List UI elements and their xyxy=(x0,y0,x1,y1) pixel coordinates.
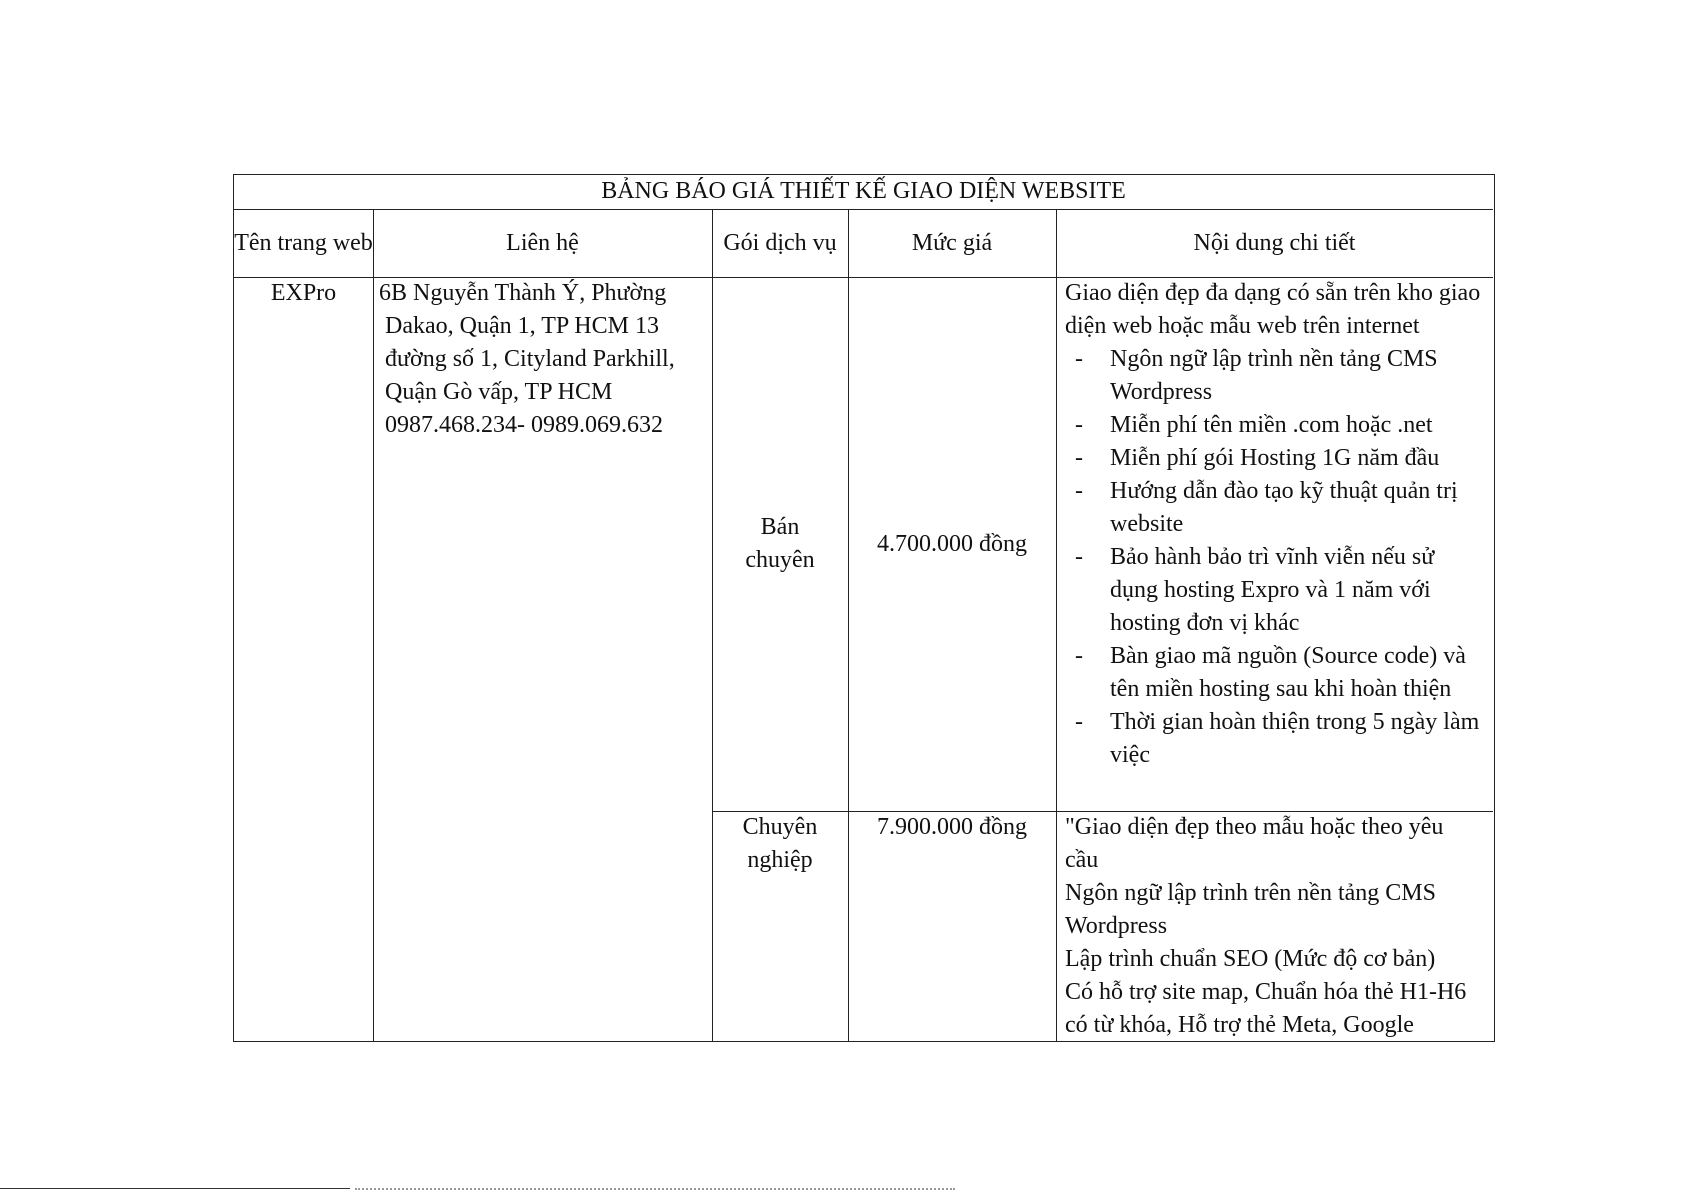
contact-line: 0987.468.234- 0989.069.632 xyxy=(385,412,663,438)
footer-rule xyxy=(0,1188,350,1189)
list-item: - Hướng dẫn đào tạo kỹ thuật quản trị website xyxy=(1065,475,1483,541)
detail-line: Ngôn ngữ lập trình trên nền tảng CMS Wordpress xyxy=(1065,880,1436,939)
package-intro: Giao diện đẹp đa dạng có sẵn trên kho giao diện web hoặc mẫu web trên internet xyxy=(1065,280,1481,339)
package-name: Chuyên nghiệp xyxy=(742,814,818,873)
list-item: - Thời gian hoàn thiện trong 5 ngày làm việc xyxy=(1065,706,1483,772)
contact-line: Dakao, Quận 1, TP HCM 13 xyxy=(385,313,659,339)
header-price: Mức giá xyxy=(911,229,993,256)
contact-line: đường số 1, Cityland Parkhill, xyxy=(385,346,675,372)
header-site-name: Tên trang web xyxy=(234,229,373,256)
contact-line: 6B Nguyễn Thành Ý, Phường xyxy=(379,280,667,306)
contact-info xyxy=(373,277,712,442)
list-item: - Miễn phí tên miền .com hoặc .net xyxy=(1065,409,1483,442)
site-name: EXPro xyxy=(270,280,337,306)
list-item: - Miễn phí gói Hosting 1G năm đầu xyxy=(1065,442,1483,475)
package-price: 7.900.000 đồng xyxy=(877,814,1027,840)
list-item: - Bảo hành bảo trì vĩnh viễn nếu sử dụng hosting Expro và 1 năm với hosting đơn vị khác xyxy=(1065,541,1483,640)
header-package: Gói dịch vụ xyxy=(723,229,837,256)
header-contact: Liên hệ xyxy=(506,229,579,256)
table-title: BẢNG BÁO GIÁ THIẾT KẾ GIAO DIỆN WEBSITE xyxy=(601,178,1126,204)
price-table xyxy=(233,174,1495,1042)
list-item: - Ngôn ngữ lập trình nền tảng CMS Wordpress xyxy=(1065,343,1483,409)
header-details: Nội dung chi tiết xyxy=(1193,229,1356,256)
detail-line: Có hỗ trợ site map, Chuẩn hóa thẻ H1-H6 có từ khóa, Hỗ trợ thẻ Meta, Google xyxy=(1065,979,1467,1038)
list-item: - Bàn giao mã nguồn (Source code) và tên miền hosting sau khi hoàn thiện xyxy=(1065,640,1483,706)
package-details xyxy=(1056,811,1493,1042)
package-price: 4.700.000 đồng xyxy=(877,530,1027,557)
footer-rule xyxy=(355,1188,955,1190)
detail-line: Lập trình chuẩn SEO (Mức độ cơ bản) xyxy=(1065,946,1436,972)
package-name: Bán chuyên xyxy=(745,514,815,573)
contact-line: Quận Gò vấp, TP HCM xyxy=(385,379,613,405)
detail-line: "Giao diện đẹp theo mẫu hoặc theo yêu cầu xyxy=(1065,814,1444,873)
package-details xyxy=(1056,277,1493,772)
